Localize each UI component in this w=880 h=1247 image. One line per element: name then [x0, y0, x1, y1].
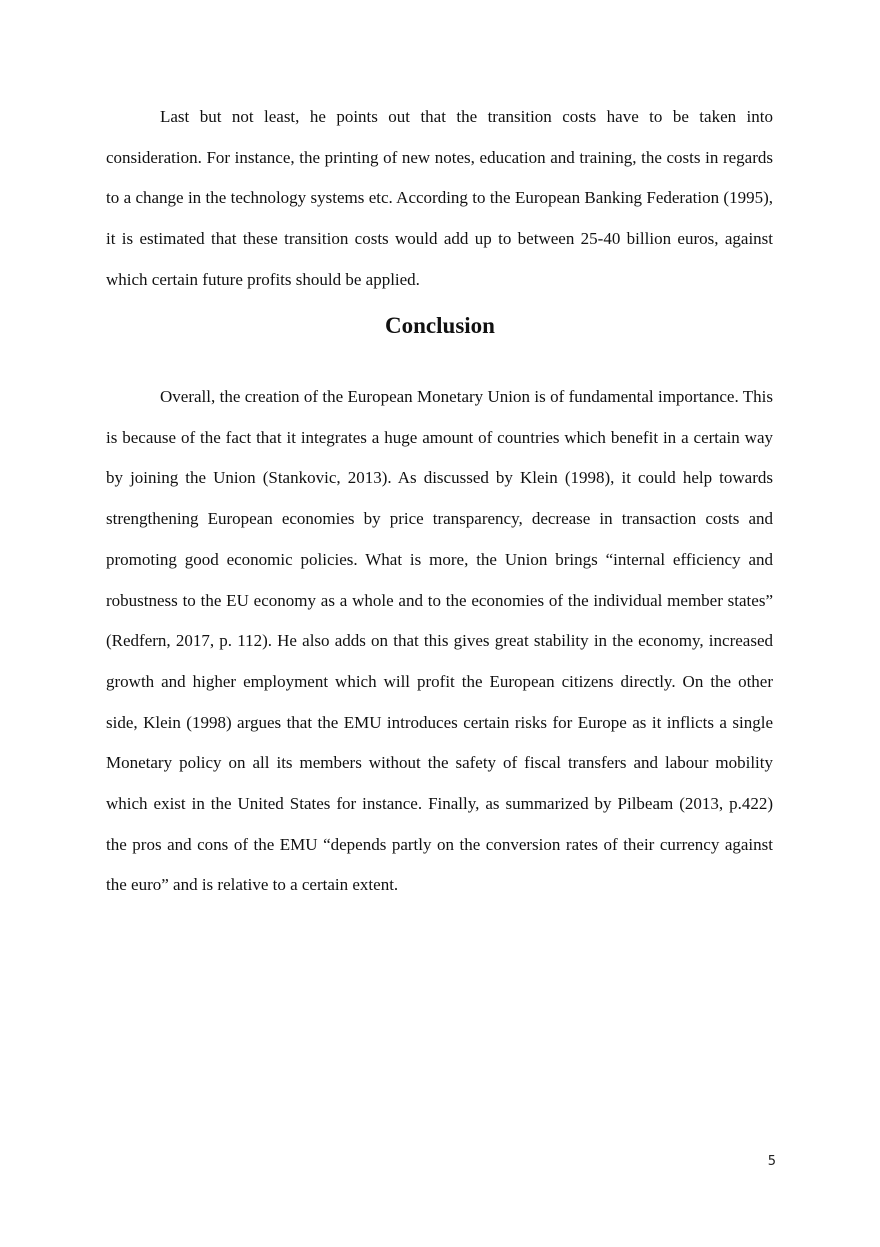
section-heading-conclusion: Conclusion — [385, 313, 495, 338]
body-paragraph-conclusion: Overall, the creation of the European Monetary Union is of fundamental importance. This is because of the fact that it integrates a huge amount of countries which benefit in a certain way by joining the Union (Stankovic, 2013). As discussed by Klein (1998), it could help towards strengthening European economies by price transparency, decrease in transaction costs and promoting good economic policies. What is more, the Union brings “internal efficiency and robustness to the EU economy as a whole and to the economies of the individual member states” (Redfern, 2017, p. 112). He also adds on that this gives great stability in the economy, increased growth and higher employment which will profit the European citizens directly. On the other side, Klein (1998) argues that the EMU introduces certain risks for Europe as it inflicts a single Monetary policy on all its members without the safety of fiscal transfers and labour mobility which exist in the United States for instance. Finally, as summarized by Pilbeam (2013, p.422) the pros and cons of the EMU “depends partly on the conversion rates of their currency against the euro” and is relative to a certain extent. — [106, 387, 773, 895]
body-paragraph-transition-costs: Last but not least, he points out that the transition costs have to be taken into consideration. For instance, the printing of new notes, education and training, the costs in regards to a change in the technology systems etc. According to the European Banking Federation (1995), it is estimated that these transition costs would add up to between 25-40 billion euros, against which certain future profits should be applied. — [106, 107, 773, 289]
page-number: 5 — [767, 1154, 776, 1169]
